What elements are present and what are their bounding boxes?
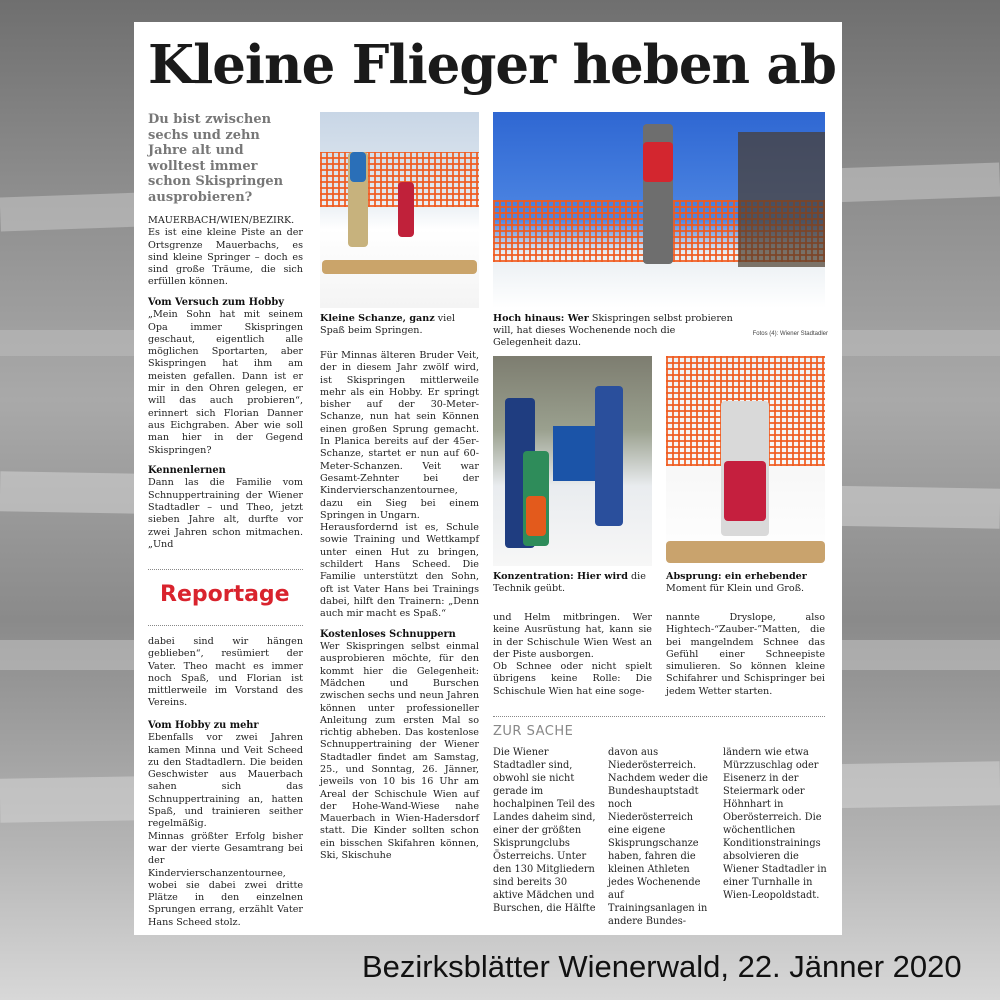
photo-caption-4 [666,571,825,595]
caption-bold: Absprung: ein erhebender [666,571,807,582]
caption-text: viel Spaß beim Springen. [320,313,455,336]
paragraph: Ebenfalls vor zwei Jahren kamen Minna und Veit Scheed zu den Stadtadlern. Die beiden Geschwister aus Mauerbach sahen sich das Schnuppertraining an, hatten Spaß, und trainieren seither regelmäßig. [148,732,303,830]
divider [148,569,303,570]
column-2 [320,350,479,862]
subheading: Vom Versuch zum Hobby [148,296,284,308]
caption-text: Moment für Klein und Groß. [666,583,805,594]
caption-bold: Kleine Schanze, ganz [320,313,435,324]
info-box-text: Die Wiener Stadtadler sind, obwohl sie nicht gerade im hochalpinen Teil des Landes daheim sind, einer der größten Skisprungclubs Österreichs. Unter den 130 Mitgliedern sind bereits 30 aktive Mädchen und Burschen, die Hälfte [493,747,596,914]
paragraph: Minnas größter Erfolg bisher war der vierte Gesamtrang bei der Kindervierschanzentournee, wobei sie dabei zwei dritte Plätze in den einzelnen Sprungen errang, erzählt Vater Hans Scheed stolz. [148,830,303,928]
info-box-text: davon aus Niederösterreich. Nachdem weder die Bundeshauptstadt noch Niederösterreich eine eigene Skisprungschanze haben, fahren die kleinen Athleten jedes Wochenende auf Trainingsanlagen in andere Bundes- [608,747,708,927]
photo-high-jump [493,112,825,308]
rubric-label: Reportage [160,582,290,607]
paragraph: Dann las die Familie vom Schnuppertraining der Wiener Stadtadler – und Theo, jetzt sieben Jahre alt, durfte vor zwei Jahren schon mitmachen. „Und [148,477,303,550]
column-1-continued [148,636,303,929]
child-figure [398,182,414,237]
ramp [666,541,825,563]
article-intro: Du bist zwischen sechs und zehn Jahre alt und wolltest immer schon Skispringen ausprobieren? [148,112,284,205]
ramp [322,260,477,274]
paragraph: Für Minnas älteren Bruder Veit, der in diesem Jahr zwölf wird, ist Skispringen mittlerweile mehr als ein Hobby. Er springt bisher auf der 30-Meter-Schanze, nun hat sein Können einen großen Sprung gemacht. In Planica bereits auf der 45er-Schanze, startet er nun auf 60-Meter-Schanzen. Veit war Gesamt-Zehnter bei der Kindervierschanzentournee, dazu ein Sieg bei einem Springen in Ungarn. [320,350,479,521]
photo-caption-1 [320,313,479,337]
divider [148,625,303,626]
trees [738,132,825,267]
column-1 [148,112,303,551]
caption-bold: Hoch hinaus: Wer [493,313,589,324]
paragraph: Herausfordernd ist es, Schule sowie Training und Wettkampf unter einen Hut zu bringen, schildert Hans Scheed. Die Familie unterstützt den Sohn, oft ist Vater Hans bei Trainings dabei, hilft den Trainern: „Denn auch mir macht es Spaß.“ [320,522,479,620]
paragraph: Ob Schnee oder nicht spielt übrigens keine Rolle: Die Schischule Wien hat eine soge- [493,661,652,697]
child-jacket [643,142,673,182]
paragraph: dabei sind wir hängen geblieben“, resümiert der Vater. Theo macht es immer noch Spaß, und Florian ist mittlerweile im Vorstand des Vereins. [148,636,303,709]
caption-text: Skispringen selbst probieren will, hat dieses Wochenende noch die Gelegenheit dazu. [493,313,733,348]
caption-text: die Technik geübt. [493,571,646,594]
child-pants [526,496,546,536]
photo-technique [493,356,652,566]
photo-caption-3 [493,571,652,595]
subheading: Kennenlernen [148,464,226,476]
column-3 [493,612,652,698]
divider [493,716,825,717]
column-4 [666,612,825,698]
child-pants [724,461,766,521]
paragraph: „Mein Sohn hat mit seinem Opa immer Skispringen geschaut, eigentlich alle möglichen Sportarten, aber Skispringen hat ihm am meisten gefallen. Dann ist er mir in den Ohren gelegen, er will das auch probieren“, erinnert sich Florian Danner aus Eichgraben. Aber wie soll man hier in der Gegend Skispringen? [148,309,303,456]
photo-credit: Fotos (4): Wiener Stadtadler [752,331,828,337]
subheading: Vom Hobby zu mehr [148,719,259,731]
info-box-text: ländern wie etwa Mürzzuschlag oder Eisenerz in der Steiermark oder Höhnhart in Oberösterreich. Die wöchentlichen Konditionstrainings absolvieren die Wiener Stadtadler in einer Turnhalle in Wien-Leopoldstadt. [723,747,827,901]
subheading: Kostenloses Schnuppern [320,628,456,640]
paragraph: nannte Dryslope, also Hightech-“Zauber-”Matten, die bei mangelndem Schnee das Gefühl einer Schneepiste simulieren. So können kleine Schifahrer und Schispringer bei jedem Wetter starten. [666,612,825,697]
child-jacket [350,152,366,182]
newspaper-clipping [134,22,842,935]
paragraph: MAUERBACH/WIEN/BEZIRK. Es ist eine kleine Piste an der Ortsgrenze Mauerbachs, es sind kleine Springer – doch es sind große Träume, die sich erfüllen können. [148,215,303,288]
caption-bold: Konzentration: Hier wird [493,571,628,582]
photo-small-jump [320,112,479,308]
trainer-figure [595,386,623,526]
article-headline: Kleine Flieger heben ab [148,34,836,96]
source-caption: Bezirksblätter Wienerwald, 22. Jänner 2020 [362,949,962,984]
info-box-title: ZUR SACHE [493,724,574,739]
paragraph: und Helm mitbringen. Wer keine Ausrüstung hat, kann sie in der Schischule Wien West an der Piste ausborgen. [493,612,652,660]
paragraph: Wer Skispringen selbst einmal ausprobieren möchte, für den kommt hier die Gelegenheit: Mädchen und Burschen zwischen sechs und neun Jahren können unter professioneller Anleitung zum ersten Mal so richtig abheben. Das kostenlose Schnuppertraining der Wiener Stadtadler findet am Samstag, 25., und Sonntag, 26. Jänner, jeweils von 10 bis 16 Uhr am Areal der Schischule Wien auf der Hohe-Wand-Wiese nahe Mauerbach in Wien-Hadersdorf statt. Die Kinder sollten schon ein bisschen Skifahren können, Ski, Skischuhe [320,641,479,862]
photo-takeoff [666,356,825,566]
